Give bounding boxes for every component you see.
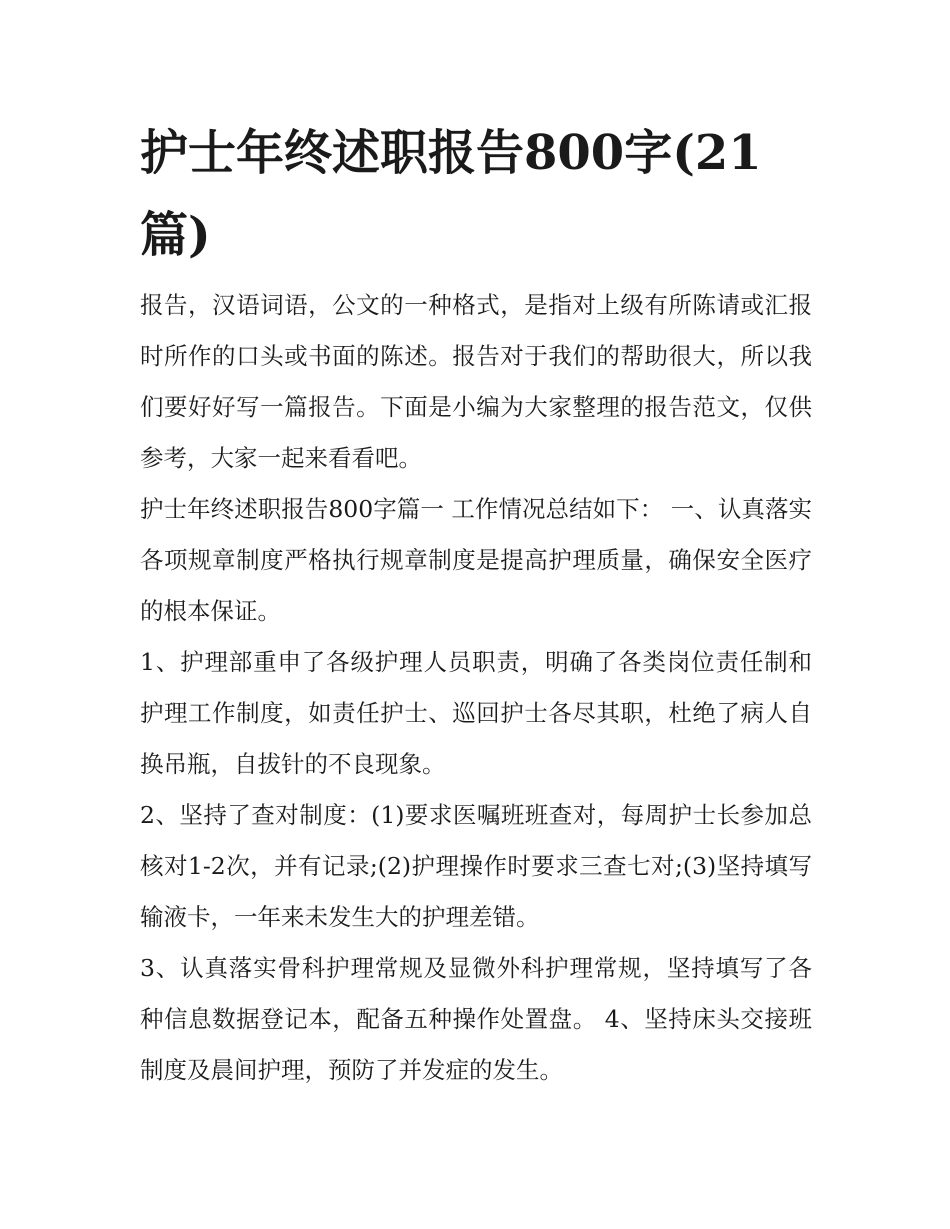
paragraph-item-2: 2、坚持了查对制度：(1)要求医嘱班班查对，每周护士长参加总核对1-2次，并有记录;(2)护理操作时要求三查七对;(3)坚持填写输液卡，一年来未发生大的护理差错。 bbox=[140, 801, 812, 931]
paragraph-item-3-4: 3、认真落实骨科护理常规及显微外科护理常规，坚持填写了各种信息数据登记本，配备五种操作处置盘。 4、坚持床头交接班制度及晨间护理，预防了并发症的发生。 bbox=[140, 954, 812, 1084]
paragraph-section-one: 护士年终述职报告800字篇一 工作情况总结如下： 一、认真落实各项规章制度严格执行规章制度是提高护理质量，确保安全医疗的根本保证。 bbox=[140, 495, 812, 625]
document-body bbox=[140, 280, 812, 1096]
paragraph-intro: 报告，汉语词语，公文的一种格式，是指对上级有所陈请或汇报时所作的口头或书面的陈述。报告对于我们的帮助很大，所以我们要好好写一篇报告。下面是小编为大家整理的报告范文，仅供参考，大家一起来看看吧。 bbox=[140, 291, 812, 472]
paragraph-item-1: 1、护理部重申了各级护理人员职责，明确了各类岗位责任制和护理工作制度，如责任护士、巡回护士各尽其职，杜绝了病人自换吊瓶，自拔针的不良现象。 bbox=[140, 648, 812, 778]
document-title: 护士年终述职报告800字(21篇) bbox=[140, 125, 762, 263]
